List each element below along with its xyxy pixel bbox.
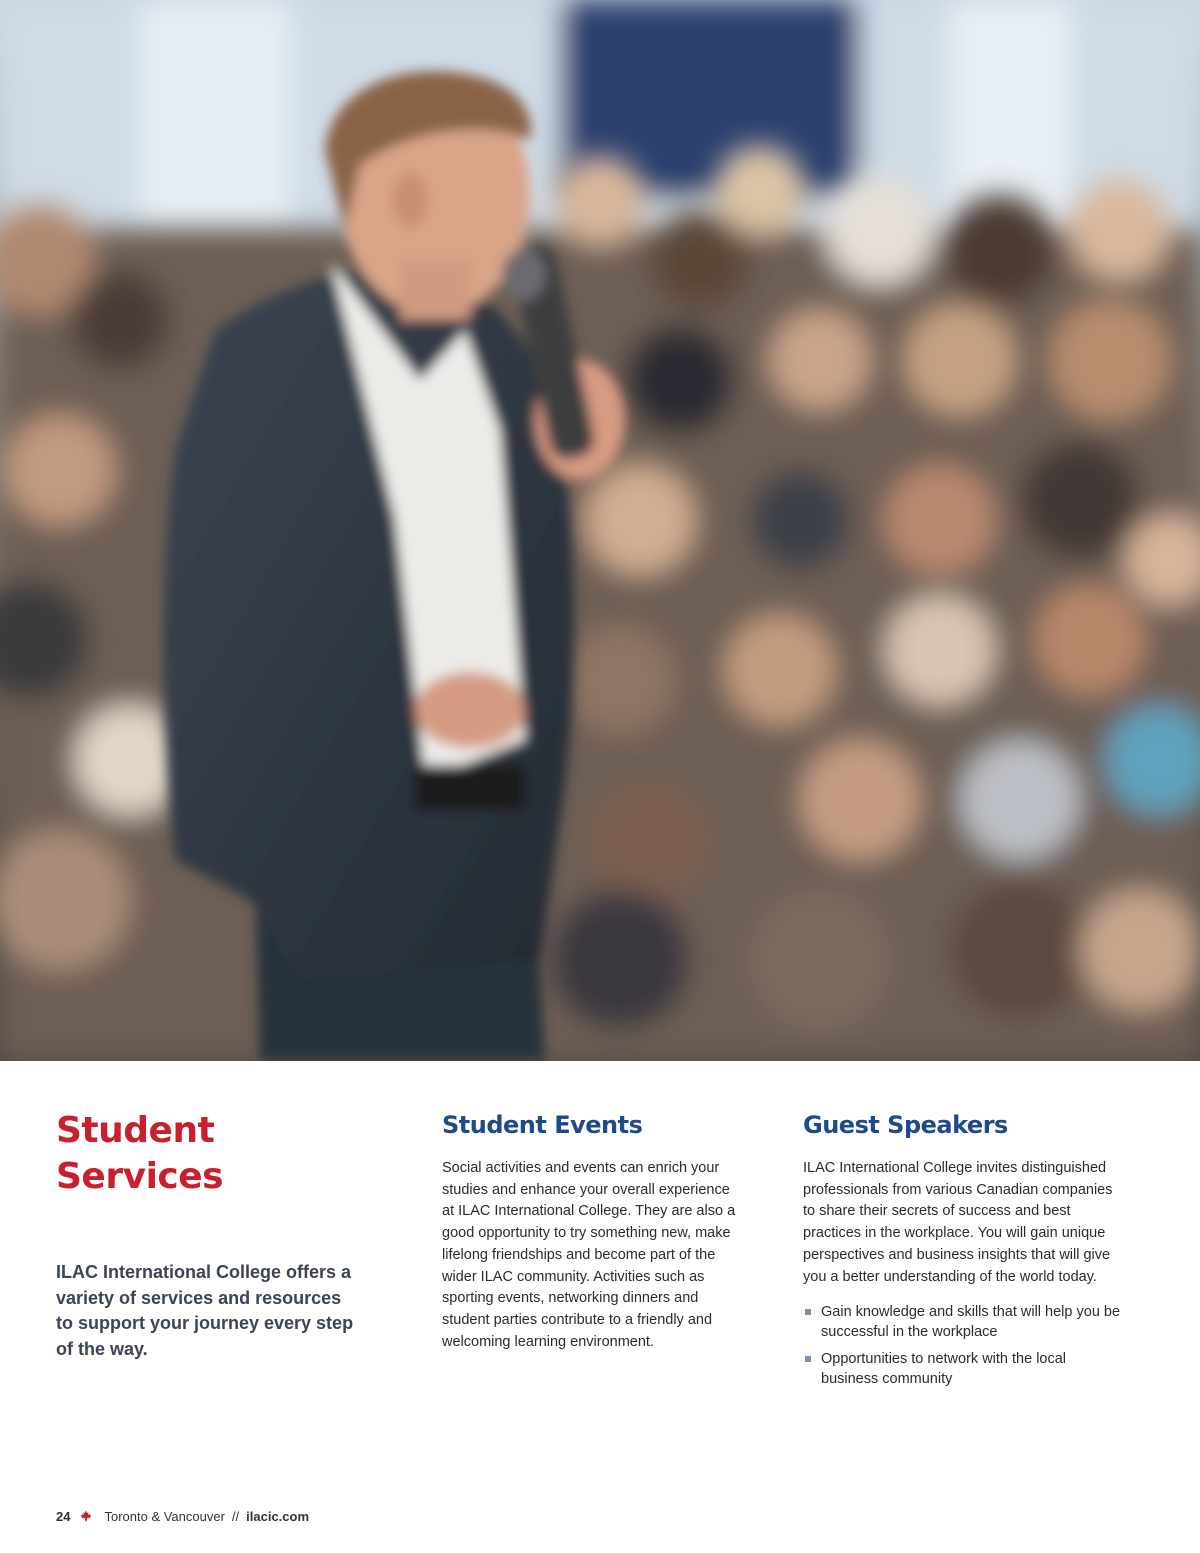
guest-speakers-bullets — [803, 1302, 1123, 1389]
guest-speakers-heading: Guest Speakers — [803, 1111, 1008, 1139]
footer-location: Toronto & Vancouver — [104, 1508, 225, 1524]
bullet-text: Gain knowledge and skills that will help you be successful in the workplace — [821, 1304, 1121, 1341]
title-line-1: Student — [56, 1110, 215, 1151]
page-footer — [56, 1506, 309, 1526]
title-line-2: Services — [56, 1156, 224, 1197]
website-link[interactable]: ilacic.com — [246, 1508, 310, 1524]
maple-leaf-icon — [80, 1510, 92, 1522]
student-events-column — [442, 1108, 742, 1353]
intro-text: ILAC International College offers a variety of services and resources to support your journey every step of the way. — [56, 1262, 354, 1359]
page-number: 24 — [56, 1508, 71, 1524]
list-item — [803, 1349, 1123, 1389]
page-title — [56, 1108, 356, 1200]
student-events-heading: Student Events — [442, 1111, 643, 1139]
square-bullet-icon — [805, 1356, 811, 1362]
list-item — [803, 1302, 1123, 1342]
student-events-body: Social activities and events can enrich your studies and enhance your overall experience at ILAC International College. They are also a good opportunity to try something new, make lifelong friendships and become part of the wider ILAC community. Activities such as sporting events, networking dinners and student parties contribute to a friendly and welcoming learning environment. — [442, 1160, 736, 1350]
square-bullet-icon — [805, 1309, 811, 1315]
bullet-text: Opportunities to network with the local business community — [821, 1351, 1067, 1388]
footer-separator: // — [231, 1508, 240, 1524]
student-services-column — [56, 1108, 356, 1362]
guest-speakers-column — [803, 1108, 1123, 1396]
guest-speakers-body: ILAC International College invites distinguished professionals from various Canadian companies to share their secrets of success and best practices in the workplace. You will gain unique perspectives and business insights that will give you a better understanding of the world today. — [803, 1160, 1113, 1285]
